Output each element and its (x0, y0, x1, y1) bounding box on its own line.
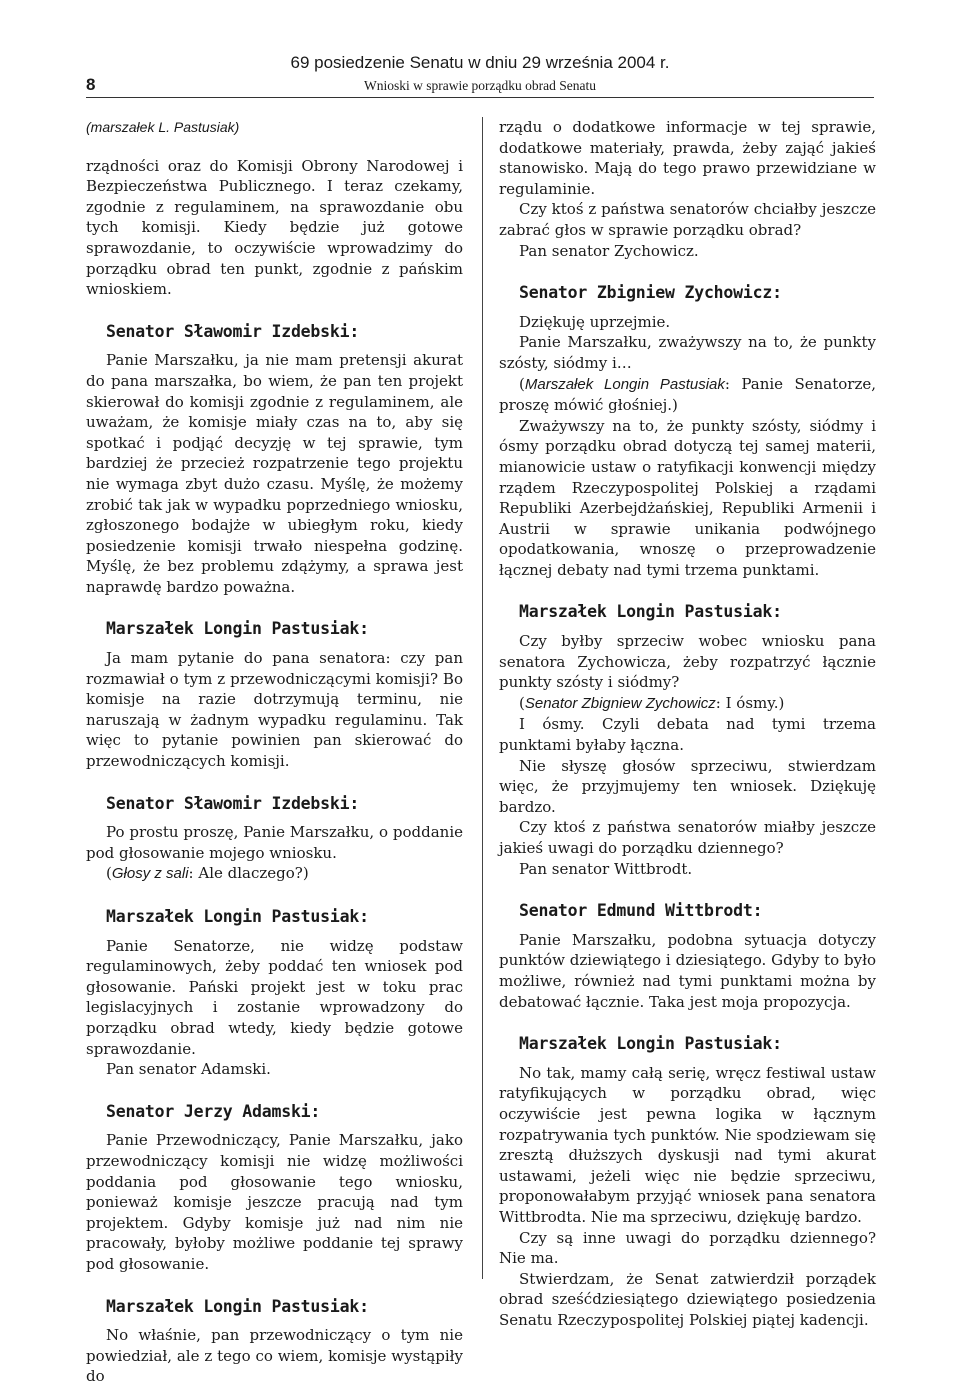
interjection-speaker: Senator Zbigniew Zychowicz (524, 694, 716, 712)
paragraph: Czy byłby sprzeciw wobec wniosku pana senatora Zychowicza, żeby rozpatrzyć łącznie punkty szósty i siódmy? (499, 632, 876, 692)
right-column (499, 117, 876, 1330)
interjection (86, 863, 463, 885)
page-header-title: 69 posiedzenie Senatu w dniu 29 września 2004 r. (290, 53, 670, 72)
page-number: 8 (86, 75, 96, 94)
continuation-speaker: (marszałek L. Pastusiak) (86, 119, 240, 135)
paragraph: Panie Marszałku, ja nie mam pretensji akurat do pana marszałka, bo wiem, że pan ten projekt skierował do komisji zgodnie z regulaminem, ale uważam, że komisje miały czas na to, aby się spotkać i podjąć decyzję w tej sprawie, tym bardziej że przecież rozpatrzenie tego projektu nie wymaga zbyt dużo czasu. Myślę, że możemy zrobić tak jak w wypadku poprzedniego wniosku, zgłoszonego bodajże w ubiegłym roku, kiedy posiedzenie komisji trwało niespełna godzinę. Myślę, że bez problemu zdążymy, a sprawa jest naprawdę bardzo poważna. (86, 351, 463, 596)
paragraph: Nie słyszę głosów sprzeciwu, stwierdzam więc, że przyjmujemy ten wniosek. Dziękuję bardzo. (499, 756, 876, 816)
paragraph: I ósmy. Czyli debata nad tymi trzema punktami byłaby łączna. (499, 715, 876, 755)
column-divider (482, 117, 483, 1279)
paragraph: rządności oraz do Komisji Obrony Narodowej i Bezpieczeństwa Publicznego. I teraz czekamy, zgodnie z regulaminem, na sprawozdanie obu tych komisji. Kiedy będzie już gotowe sprawozdanie, to oczywiście wprowadzimy do porządku obrad ten punkt, zgodnie z pańskim wnioskiem. (86, 156, 463, 299)
speaker-heading: Marszałek Longin Pastusiak: (106, 907, 369, 926)
speaker-heading: Marszałek Longin Pastusiak: (519, 1034, 782, 1054)
interjection-open: ( (106, 864, 112, 883)
interjection-speaker: Marszałek Longin Pastusiak (524, 375, 725, 393)
interjection-text: : Panie Senatorze, proszę mówić głośniej.) (499, 374, 876, 415)
paragraph: Panie Marszałku, zważywszy na to, że punkty szósty, siódmy i… (499, 333, 876, 372)
paragraph: Czy ktoś z państwa senatorów miałby jeszcze jakieś uwagi do porządku dziennego? (499, 818, 876, 857)
paragraph: Panie Przewodniczący, Panie Marszałku, jako przewodniczący komisji nie widzę możliwości poddania pod głosowanie tego wniosku, ponieważ komisje jeszcze pracują nad tym projektem. Gdyby komisje już nad nim nie pracowały, byłoby możliwe poddanie tej sprawy pod głosowanie. (86, 1131, 463, 1273)
speaker-heading: Senator Sławomir Izdebski: (106, 321, 360, 341)
interjection-open: ( (519, 374, 525, 393)
speaker-heading: Senator Zbigniew Zychowicz: (519, 283, 782, 303)
interjection-text: : Ale dlaczego?) (188, 864, 309, 883)
paragraph: Panie Marszałku, podobna sytuacja dotyczy punktów dziewiątego i dziesiątego. Gdyby to było możliwe, również nad tymi punktami można by debatować łącznie. Taka jest moja propozycja. (499, 930, 876, 1011)
speaker-heading: Senator Edmund Wittbrodt: (519, 901, 763, 921)
speaker-heading: Marszałek Longin Pastusiak: (519, 602, 782, 622)
paragraph: No tak, mamy całą serię, wręcz festiwal ustaw ratyfikujących w porządku obrad, więc oczywiście jest pewna logika w łącznym rozpatrywania tych punktów. Nie spodziewam się zresztą dłuższych dyskusji nad tymi akurat ustawami, jeżeli więc nie będzie sprzeciwu, proponowałabym przyjąć wniosek pana senatora Wittbrodta. Nie ma sprzeciwu, dziękuję bardzo. (499, 1063, 876, 1226)
paragraph: Dziękuję uprzejmie. (519, 312, 671, 331)
speaker-heading: Marszałek Longin Pastusiak: (106, 1296, 369, 1316)
left-column (86, 117, 463, 1387)
paragraph: Pan senator Wittbrodt. (519, 859, 693, 878)
paragraph: Po prostu proszę, Panie Marszałku, o poddanie pod głosowanie mojego wniosku. (86, 823, 463, 862)
interjection (499, 693, 876, 715)
paragraph: Czy są inne uwagi do porządku dziennego? Nie ma. (499, 1228, 876, 1268)
speaker-heading: Marszałek Longin Pastusiak: (106, 619, 369, 639)
paragraph: Panie Senatorze, nie widzę podstaw regulaminowych, żeby poddać ten wniosek pod głosowanie. Pański projekt jest w toku prac legislacyjnych i zostanie wprowadzony do porządku obrad wtedy, kiedy będzie gotowe sprawozdanie. (86, 936, 463, 1058)
speaker-heading: Senator Jerzy Adamski: (106, 1101, 321, 1121)
interjection (499, 374, 876, 416)
speaker-heading: Senator Sławomir Izdebski: (106, 793, 360, 813)
interjection-speaker: Głosy z sali (111, 865, 189, 883)
paragraph: Pan senator Adamski. (106, 1060, 271, 1079)
paragraph: Czy ktoś z państwa senatorów chciałby jeszcze zabrać głos w sprawie porządku obrad? (499, 200, 876, 239)
paragraph: No właśnie, pan przewodniczący o tym nie powiedział, ale z tego co wiem, komisje wystąpiły do (86, 1326, 463, 1386)
paragraph: Stwierdzam, że Senat zatwierdził porządek obrad sześćdziesiątego dziewiątego posiedzenia Senatu Rzeczypospolitej Polskiej piątej kadencji. (499, 1269, 876, 1329)
interjection-open: ( (519, 693, 525, 712)
paragraph: rządu o dodatkowe informacje w tej sprawie, dodatkowe materiały, prawda, żeby zająć jakieś stanowisko. Mają do tego prawo przewidziane w regulaminie. (499, 118, 876, 198)
page-header-subtitle: Wnioski w sprawie porządku obrad Senatu (363, 78, 597, 93)
paragraph: Pan senator Zychowicz. (519, 241, 699, 260)
header-rule (86, 97, 874, 98)
paragraph: Ja mam pytanie do pana senatora: czy pan rozmawiał o tym z przewodniczącymi komisji? Bo komisje na razie dotrzymują terminu, nie naruszają w żadnym wypadku regulaminu. Tak więc to pytanie powinien pan skierować do przewodniczących komisji. (86, 649, 463, 771)
paragraph: Zważywszy na to, że punkty szósty, siódmy i ósmy porządku obrad dotyczą tej samej materii, mianowicie ustaw o ratyfikacji konwencji między rządem Rzeczypospolitej Polskiej a rządami Republiki Azerbejdżańskiej, Republiki Armenii i Austrii w sprawie unikania podwójnego opodatkowania, wnoszę o przeprowadzenie łącznej debaty nad tymi trzema punktami. (499, 416, 876, 579)
interjection-text: : I ósmy.) (715, 693, 785, 712)
